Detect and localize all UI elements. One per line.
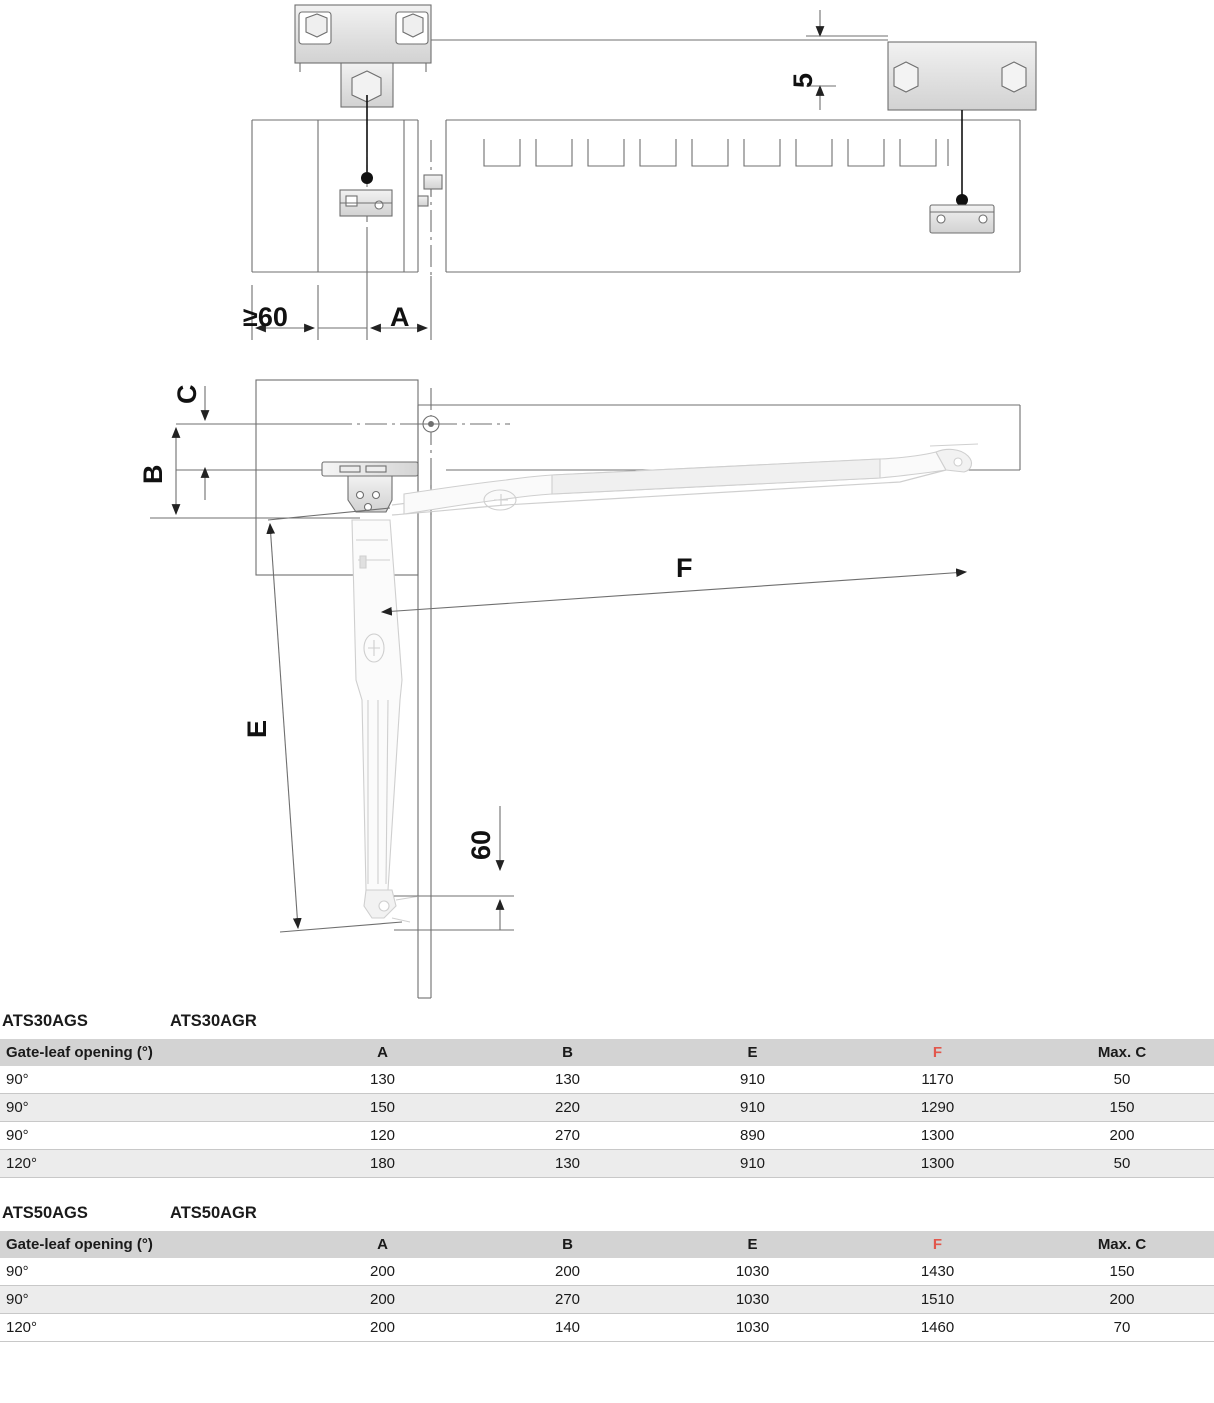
header-a: A bbox=[290, 1231, 475, 1258]
slider-shoe-top bbox=[930, 110, 994, 233]
model-row-1 bbox=[0, 1012, 1214, 1039]
cell-a: 180 bbox=[290, 1150, 475, 1178]
cell-a: 130 bbox=[290, 1066, 475, 1094]
cell-opening: 120° bbox=[0, 1150, 290, 1178]
header-max-c: Max. C bbox=[1030, 1039, 1214, 1066]
cell-a: 200 bbox=[290, 1258, 475, 1286]
table-header-row bbox=[0, 1039, 1214, 1066]
cell-f: 1460 bbox=[845, 1314, 1030, 1342]
cell-a: 150 bbox=[290, 1094, 475, 1122]
spec-table-1 bbox=[0, 1039, 1214, 1178]
cell-max-c: 70 bbox=[1030, 1314, 1214, 1342]
header-b: B bbox=[475, 1039, 660, 1066]
hinge-detail-top bbox=[418, 175, 442, 206]
cell-e: 1030 bbox=[660, 1314, 845, 1342]
top-left-bracket bbox=[295, 5, 431, 107]
header-opening: Gate-leaf opening (°) bbox=[0, 1039, 290, 1066]
cell-b: 130 bbox=[475, 1150, 660, 1178]
cell-f: 1300 bbox=[845, 1150, 1030, 1178]
label-dim-5: 5 bbox=[788, 72, 818, 88]
spec-table-2 bbox=[0, 1231, 1214, 1342]
header-a: A bbox=[290, 1039, 475, 1066]
cell-f: 1290 bbox=[845, 1094, 1030, 1122]
cell-max-c: 150 bbox=[1030, 1258, 1214, 1286]
cell-e: 910 bbox=[660, 1066, 845, 1094]
cell-e: 1030 bbox=[660, 1286, 845, 1314]
model-left-2: ATS50AGS bbox=[2, 1204, 88, 1222]
closer-top-left bbox=[340, 95, 392, 216]
label-dim-60-top: ≥60 bbox=[243, 302, 288, 332]
header-e: E bbox=[660, 1231, 845, 1258]
model-row-2 bbox=[0, 1204, 1214, 1231]
header-f: F bbox=[845, 1039, 1030, 1066]
label-dim-C: C bbox=[172, 384, 202, 404]
table-row bbox=[0, 1258, 1214, 1286]
cell-f: 1170 bbox=[845, 1066, 1030, 1094]
label-dim-60-bottom: 60 bbox=[466, 829, 496, 860]
cell-max-c: 200 bbox=[1030, 1286, 1214, 1314]
table-row bbox=[0, 1094, 1214, 1122]
table-row bbox=[0, 1286, 1214, 1314]
cell-opening: 120° bbox=[0, 1314, 290, 1342]
cell-opening: 90° bbox=[0, 1286, 290, 1314]
label-dim-F: F bbox=[676, 553, 693, 583]
cell-e: 910 bbox=[660, 1150, 845, 1178]
cell-e: 1030 bbox=[660, 1258, 845, 1286]
cell-opening: 90° bbox=[0, 1094, 290, 1122]
spec-tables bbox=[0, 1012, 1214, 1342]
cell-b: 140 bbox=[475, 1314, 660, 1342]
model-right-1: ATS30AGR bbox=[170, 1012, 257, 1030]
dim-60-bottom bbox=[394, 806, 514, 930]
model-left-1: ATS30AGS bbox=[2, 1012, 88, 1030]
label-dim-B: B bbox=[138, 464, 168, 484]
cell-f: 1510 bbox=[845, 1286, 1030, 1314]
table-row bbox=[0, 1150, 1214, 1178]
header-f: F bbox=[845, 1231, 1030, 1258]
dim-5 bbox=[806, 10, 888, 110]
cell-e: 890 bbox=[660, 1122, 845, 1150]
cell-opening: 90° bbox=[0, 1122, 290, 1150]
cell-b: 200 bbox=[475, 1258, 660, 1286]
header-b: B bbox=[475, 1231, 660, 1258]
model-right-2: ATS50AGR bbox=[170, 1204, 257, 1222]
header-opening: Gate-leaf opening (°) bbox=[0, 1231, 290, 1258]
cell-max-c: 50 bbox=[1030, 1150, 1214, 1178]
label-dim-E: E bbox=[242, 719, 272, 738]
slide-arm bbox=[392, 444, 978, 515]
cell-opening: 90° bbox=[0, 1258, 290, 1286]
slide-rail-teeth bbox=[484, 139, 948, 166]
table-header-row bbox=[0, 1231, 1214, 1258]
dim-F bbox=[382, 572, 966, 612]
cell-f: 1430 bbox=[845, 1258, 1030, 1286]
cell-b: 270 bbox=[475, 1122, 660, 1150]
cell-a: 120 bbox=[290, 1122, 475, 1150]
table-row bbox=[0, 1122, 1214, 1150]
cell-a: 200 bbox=[290, 1314, 475, 1342]
cell-f: 1300 bbox=[845, 1122, 1030, 1150]
cell-b: 270 bbox=[475, 1286, 660, 1314]
top-right-bracket bbox=[888, 42, 1036, 110]
table-row bbox=[0, 1314, 1214, 1342]
table-row bbox=[0, 1066, 1214, 1094]
label-dim-A: A bbox=[390, 302, 410, 332]
header-e: E bbox=[660, 1039, 845, 1066]
cell-a: 200 bbox=[290, 1286, 475, 1314]
cell-max-c: 200 bbox=[1030, 1122, 1214, 1150]
cell-max-c: 50 bbox=[1030, 1066, 1214, 1094]
cell-b: 130 bbox=[475, 1066, 660, 1094]
header-max-c: Max. C bbox=[1030, 1231, 1214, 1258]
cell-max-c: 150 bbox=[1030, 1094, 1214, 1122]
cell-opening: 90° bbox=[0, 1066, 290, 1094]
closed-arm bbox=[352, 520, 420, 922]
cell-b: 220 bbox=[475, 1094, 660, 1122]
cell-e: 910 bbox=[660, 1094, 845, 1122]
